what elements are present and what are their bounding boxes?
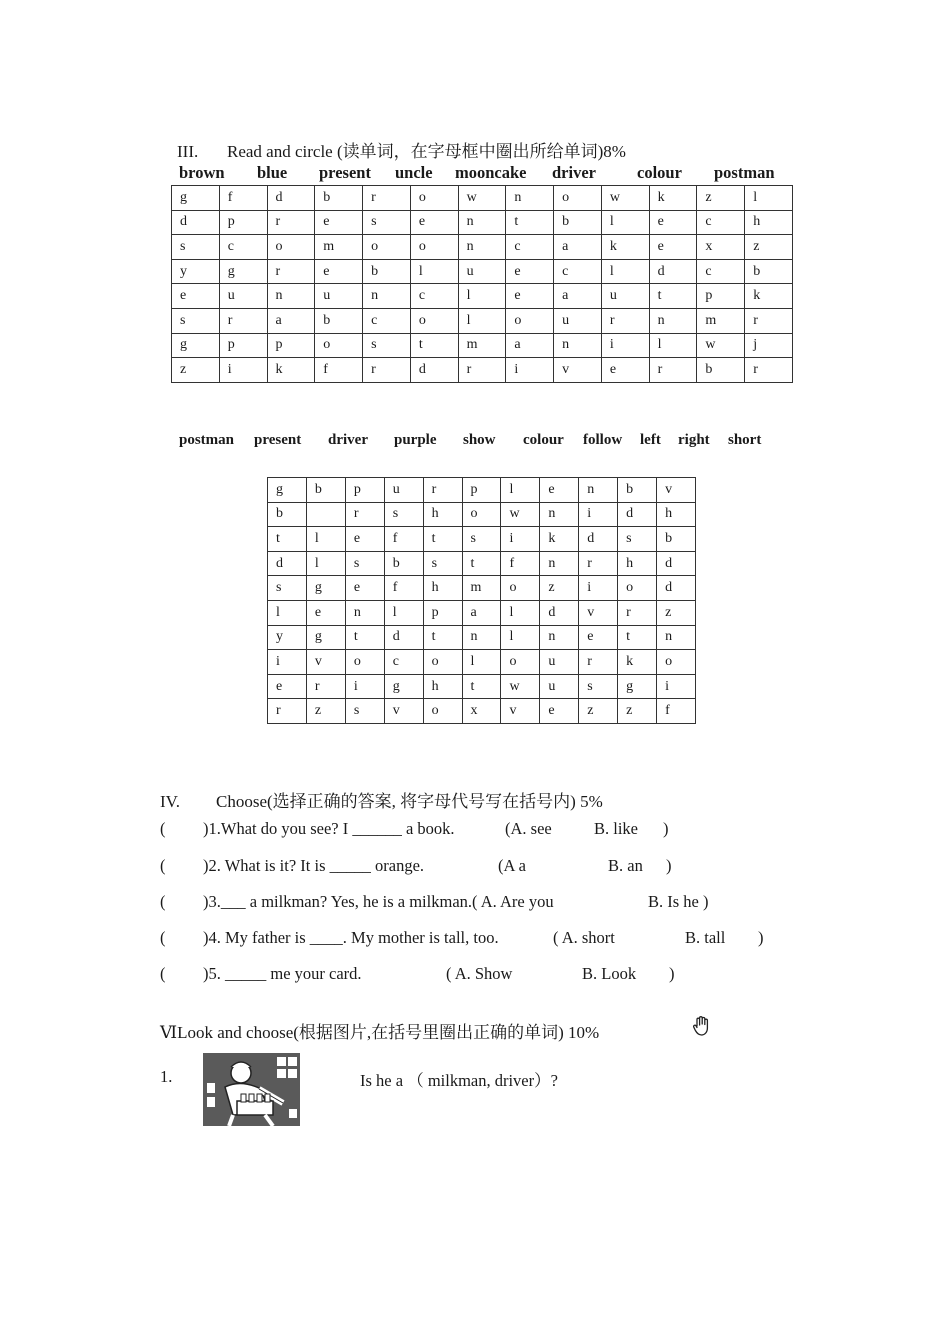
grid-cell: l <box>458 284 506 309</box>
grid-cell: o <box>618 576 657 601</box>
grid-cell: o <box>657 650 696 675</box>
grid-cell: p <box>423 600 462 625</box>
grid-cell: d <box>268 551 307 576</box>
grid-cell: k <box>267 358 315 383</box>
grid-cell: n <box>540 551 579 576</box>
option-b: B. like <box>594 819 638 838</box>
hand-cursor-icon <box>690 1014 714 1038</box>
grid-cell: o <box>410 308 458 333</box>
grid-cell: e <box>540 478 579 503</box>
grid-cell: n <box>657 625 696 650</box>
grid-cell: n <box>458 235 506 260</box>
grid-cell: w <box>601 186 649 211</box>
grid-cell: r <box>268 699 307 724</box>
grid-cell: h <box>423 576 462 601</box>
grid-cell: e <box>649 235 697 260</box>
grid-cell: e <box>306 600 345 625</box>
section4-heading <box>160 787 603 812</box>
grid-cell: o <box>345 650 384 675</box>
grid-cell: c <box>506 235 554 260</box>
grid-cell: s <box>172 308 220 333</box>
grid-cell: l <box>410 259 458 284</box>
section4-title: Choose(选择正确的答案, 将字母代号写在括号内) 5% <box>216 792 603 811</box>
option-b: B. an <box>608 856 643 875</box>
grid-cell: z <box>697 186 745 211</box>
grid-cell: v <box>501 699 540 724</box>
grid-cell: u <box>601 284 649 309</box>
word-colour: colour <box>523 432 564 448</box>
grid-cell: n <box>554 333 602 358</box>
grid-cell: f <box>315 358 363 383</box>
grid-cell: r <box>458 358 506 383</box>
grid-row <box>172 333 793 358</box>
grid-cell: s <box>172 235 220 260</box>
grid-cell: v <box>579 600 618 625</box>
grid-cell: f <box>657 699 696 724</box>
grid-cell: f <box>501 551 540 576</box>
grid-cell: d <box>172 210 220 235</box>
grid-cell: r <box>579 650 618 675</box>
grid-cell: b <box>363 259 411 284</box>
word-present: present <box>254 432 302 448</box>
grid-cell: r <box>649 358 697 383</box>
grid-cell: z <box>657 600 696 625</box>
grid-cell: h <box>423 502 462 527</box>
grid-cell: x <box>462 699 501 724</box>
question-text: )2. What is it? It is _____ orange. <box>203 856 425 875</box>
grid-cell: r <box>363 186 411 211</box>
grid-row <box>172 235 793 260</box>
grid-cell: f <box>219 186 267 211</box>
grid-row <box>268 502 696 527</box>
section6-title: ⅥLook and choose(根据图片,在括号里圈出正确的单词) 10% <box>160 1023 600 1042</box>
section4-number: IV. <box>160 792 180 811</box>
grid-cell: m <box>462 576 501 601</box>
grid-cell: b <box>618 478 657 503</box>
grid-cell: o <box>363 235 411 260</box>
grid-cell: n <box>506 186 554 211</box>
grid-row <box>268 551 696 576</box>
question-text: )1.What do you see? I ______ a book. <box>203 819 455 838</box>
grid-cell: i <box>219 358 267 383</box>
grid-row <box>268 699 696 724</box>
option-a: ( A. short <box>553 928 615 947</box>
word-postman: postman <box>714 163 775 182</box>
grid-cell: d <box>618 502 657 527</box>
item-number: 1. <box>160 1067 173 1086</box>
grid-cell: n <box>649 308 697 333</box>
grid-cell: g <box>618 674 657 699</box>
grid-cell: k <box>618 650 657 675</box>
word-right: right <box>678 432 710 448</box>
grid-cell: l <box>501 625 540 650</box>
grid-cell: s <box>579 674 618 699</box>
grid-row <box>268 674 696 699</box>
grid-cell: t <box>423 625 462 650</box>
grid-cell: l <box>268 600 307 625</box>
answer-paren: ( <box>160 964 166 983</box>
word-purple: purple <box>394 432 437 448</box>
word-mooncake: mooncake <box>455 163 527 182</box>
grid-cell: r <box>306 674 345 699</box>
grid-cell: i <box>657 674 696 699</box>
grid-cell: v <box>384 699 423 724</box>
grid-cell: d <box>657 551 696 576</box>
grid-cell: z <box>306 699 345 724</box>
grid-cell: h <box>423 674 462 699</box>
grid-cell: j <box>745 333 793 358</box>
grid-cell: b <box>745 259 793 284</box>
grid-cell: n <box>363 284 411 309</box>
grid-cell: w <box>501 674 540 699</box>
grid-cell: l <box>306 527 345 552</box>
word-postman: postman <box>179 432 235 448</box>
grid-cell: m <box>697 308 745 333</box>
close-paren: ) <box>666 856 672 875</box>
grid-cell: z <box>172 358 220 383</box>
grid-cell: e <box>579 625 618 650</box>
grid-cell: r <box>601 308 649 333</box>
grid-cell: a <box>554 235 602 260</box>
grid-cell <box>306 502 345 527</box>
grid-cell: x <box>697 235 745 260</box>
grid-row <box>172 308 793 333</box>
grid-cell: d <box>649 259 697 284</box>
grid-cell: c <box>554 259 602 284</box>
grid-cell: u <box>458 259 506 284</box>
word-present: present <box>319 163 371 182</box>
grid-cell: t <box>410 333 458 358</box>
grid-cell: y <box>172 259 220 284</box>
grid-cell: l <box>306 551 345 576</box>
grid-cell: s <box>363 210 411 235</box>
word-show: show <box>463 432 496 448</box>
grid-cell: i <box>268 650 307 675</box>
grid-cell: l <box>501 600 540 625</box>
grid-cell: b <box>315 186 363 211</box>
grid-cell: o <box>501 650 540 675</box>
grid-cell: d <box>384 625 423 650</box>
grid-cell: t <box>268 527 307 552</box>
question-text: )5. _____ me your card. <box>203 964 362 983</box>
grid-cell: r <box>267 210 315 235</box>
grid-cell: t <box>423 527 462 552</box>
grid-row <box>172 284 793 309</box>
grid-row <box>268 478 696 503</box>
option-b: B. tall <box>685 928 726 947</box>
grid-cell: c <box>697 259 745 284</box>
grid-cell: v <box>657 478 696 503</box>
grid-cell: l <box>458 308 506 333</box>
grid-cell: s <box>462 527 501 552</box>
grid-cell: r <box>423 478 462 503</box>
grid-cell: o <box>410 235 458 260</box>
grid-cell: t <box>506 210 554 235</box>
grid-cell: d <box>410 358 458 383</box>
grid-cell: i <box>579 576 618 601</box>
grid-cell: t <box>462 551 501 576</box>
grid-cell: s <box>384 502 423 527</box>
grid-cell: o <box>267 235 315 260</box>
grid-cell: g <box>172 186 220 211</box>
grid-cell: e <box>315 259 363 284</box>
answer-paren: ( <box>160 819 166 838</box>
letter-grid-2 <box>267 477 696 724</box>
grid-cell: k <box>745 284 793 309</box>
grid-cell: z <box>579 699 618 724</box>
word-blue: blue <box>257 163 288 182</box>
grid-cell: z <box>540 576 579 601</box>
grid-cell: l <box>601 210 649 235</box>
grid-cell: f <box>384 576 423 601</box>
grid-cell: i <box>506 358 554 383</box>
grid-cell: w <box>697 333 745 358</box>
grid-cell: g <box>219 259 267 284</box>
grid-cell: b <box>554 210 602 235</box>
grid-cell: m <box>315 235 363 260</box>
grid-cell: s <box>268 576 307 601</box>
grid-cell: u <box>540 650 579 675</box>
grid-cell: e <box>268 674 307 699</box>
grid-cell: l <box>384 600 423 625</box>
grid-cell: l <box>649 333 697 358</box>
grid-cell: e <box>649 210 697 235</box>
grid-cell: e <box>315 210 363 235</box>
grid-cell: b <box>306 478 345 503</box>
grid-cell: h <box>618 551 657 576</box>
close-paren: ) <box>669 964 675 983</box>
grid-cell: o <box>554 186 602 211</box>
grid-cell: s <box>363 333 411 358</box>
answer-paren: ( <box>160 928 166 947</box>
grid-cell: g <box>384 674 423 699</box>
grid-cell: p <box>219 210 267 235</box>
grid-cell: i <box>345 674 384 699</box>
grid-cell: a <box>462 600 501 625</box>
grid-cell: h <box>657 502 696 527</box>
question-text: )3.___ a milkman? Yes, he is a milkman.( A. Are you <box>203 892 554 911</box>
grid-cell: b <box>697 358 745 383</box>
grid-cell: c <box>697 210 745 235</box>
question-text: )4. My father is ____. My mother is tall, too. <box>203 928 499 947</box>
answer-paren: ( <box>160 856 166 875</box>
grid-cell: n <box>462 625 501 650</box>
answer-paren: ( <box>160 892 166 911</box>
close-paren: ) <box>758 928 764 947</box>
grid-cell: d <box>540 600 579 625</box>
option-a: ( A. Show <box>446 964 513 983</box>
grid-cell: k <box>601 235 649 260</box>
option-a: (A. see <box>505 819 552 838</box>
grid-cell: t <box>345 625 384 650</box>
grid-cell: i <box>501 527 540 552</box>
grid-cell: e <box>345 527 384 552</box>
word-left: left <box>640 432 661 448</box>
grid-cell: e <box>540 699 579 724</box>
grid-cell: u <box>315 284 363 309</box>
grid-cell: r <box>345 502 384 527</box>
grid-cell: f <box>384 527 423 552</box>
grid-cell: l <box>501 478 540 503</box>
grid-cell: p <box>345 478 384 503</box>
section3-title: Read and circle (读单词，在字母框中圈出所给单词)8% <box>227 142 626 161</box>
grid-cell: m <box>458 333 506 358</box>
grid-cell: o <box>501 576 540 601</box>
grid-cell: g <box>268 478 307 503</box>
grid-cell: l <box>745 186 793 211</box>
grid-cell: k <box>540 527 579 552</box>
grid-cell: u <box>384 478 423 503</box>
grid-cell: d <box>657 576 696 601</box>
grid-cell: z <box>618 699 657 724</box>
grid-cell: r <box>363 358 411 383</box>
grid-cell: e <box>506 259 554 284</box>
grid-cell: d <box>267 186 315 211</box>
grid-cell: e <box>410 210 458 235</box>
grid-cell: t <box>649 284 697 309</box>
grid-cell: v <box>306 650 345 675</box>
grid-cell: t <box>618 625 657 650</box>
grid-cell: k <box>649 186 697 211</box>
grid-cell: n <box>540 625 579 650</box>
grid-cell: r <box>219 308 267 333</box>
grid-cell: s <box>345 551 384 576</box>
grid-cell: v <box>554 358 602 383</box>
grid-cell: n <box>579 478 618 503</box>
grid-cell: n <box>345 600 384 625</box>
grid-cell: p <box>219 333 267 358</box>
grid-cell: g <box>172 333 220 358</box>
grid-cell: p <box>462 478 501 503</box>
grid-cell: s <box>618 527 657 552</box>
grid-cell: l <box>601 259 649 284</box>
grid-row <box>268 650 696 675</box>
grid-cell: l <box>462 650 501 675</box>
grid-cell: c <box>363 308 411 333</box>
grid-row <box>172 259 793 284</box>
grid-row <box>268 527 696 552</box>
grid-cell: u <box>219 284 267 309</box>
grid-cell: c <box>219 235 267 260</box>
word-uncle: uncle <box>395 163 433 182</box>
section3-number: III. <box>177 142 199 161</box>
grid-cell: h <box>745 210 793 235</box>
grid-cell: u <box>540 674 579 699</box>
grid-cell: e <box>345 576 384 601</box>
word-follow: follow <box>583 432 623 448</box>
grid-cell: a <box>267 308 315 333</box>
grid-cell: w <box>458 186 506 211</box>
grid-cell: a <box>554 284 602 309</box>
close-paren: ) <box>663 819 669 838</box>
grid-row <box>268 600 696 625</box>
grid-cell: r <box>579 551 618 576</box>
grid-cell: n <box>540 502 579 527</box>
grid-row <box>172 358 793 383</box>
grid-cell: e <box>506 284 554 309</box>
grid-cell: z <box>745 235 793 260</box>
grid-cell: g <box>306 576 345 601</box>
grid-row <box>172 186 793 211</box>
grid-cell: u <box>554 308 602 333</box>
section3-heading <box>177 137 626 162</box>
option-a: (A a <box>498 856 526 875</box>
grid-cell: s <box>423 551 462 576</box>
grid-cell: o <box>410 186 458 211</box>
grid-cell: c <box>410 284 458 309</box>
grid-cell: r <box>745 358 793 383</box>
grid-cell: g <box>306 625 345 650</box>
word-brown: brown <box>179 163 225 182</box>
grid-cell: o <box>315 333 363 358</box>
grid-cell: b <box>315 308 363 333</box>
grid-cell: r <box>267 259 315 284</box>
grid-cell: c <box>384 650 423 675</box>
grid-cell: p <box>267 333 315 358</box>
grid-row <box>268 625 696 650</box>
milkman-picture <box>203 1053 300 1126</box>
grid-cell: p <box>697 284 745 309</box>
grid-cell: d <box>579 527 618 552</box>
option-b: B. Look <box>582 964 637 983</box>
grid-cell: o <box>462 502 501 527</box>
grid-cell: w <box>501 502 540 527</box>
grid-cell: r <box>618 600 657 625</box>
grid-cell: b <box>384 551 423 576</box>
item-prompt: Is he a （ milkman, driver）? <box>360 1071 558 1090</box>
grid-cell: e <box>601 358 649 383</box>
grid-cell: n <box>267 284 315 309</box>
grid-cell: t <box>462 674 501 699</box>
word-driver: driver <box>552 163 596 182</box>
word-short: short <box>728 432 762 448</box>
letter-grid-1 <box>171 185 793 383</box>
grid-cell: o <box>423 650 462 675</box>
option-b: B. Is he ) <box>648 892 709 911</box>
word-driver: driver <box>328 432 368 448</box>
grid-cell: e <box>172 284 220 309</box>
word-colour: colour <box>637 163 682 182</box>
grid-row <box>268 576 696 601</box>
grid-cell: o <box>423 699 462 724</box>
grid-cell: y <box>268 625 307 650</box>
grid-cell: i <box>579 502 618 527</box>
grid-cell: a <box>506 333 554 358</box>
grid-cell: b <box>657 527 696 552</box>
grid-row <box>172 210 793 235</box>
grid-cell: s <box>345 699 384 724</box>
grid-cell: b <box>268 502 307 527</box>
grid-cell: i <box>601 333 649 358</box>
grid-cell: o <box>506 308 554 333</box>
grid-cell: r <box>745 308 793 333</box>
grid-cell: n <box>458 210 506 235</box>
